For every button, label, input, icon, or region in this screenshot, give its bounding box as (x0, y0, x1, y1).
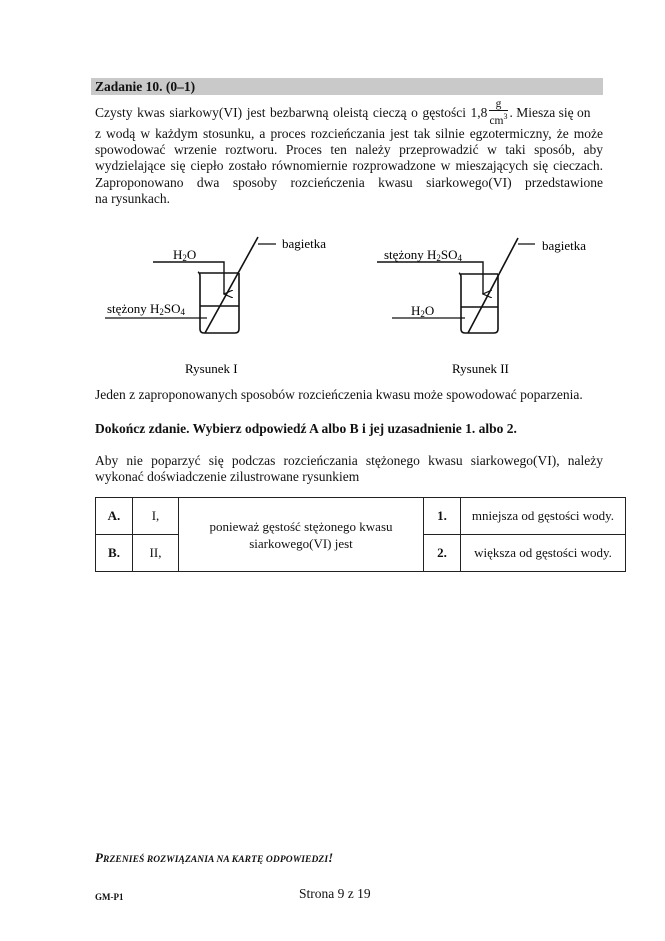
figure-2-beaker-diagram (377, 238, 586, 376)
figures-svg (0, 0, 665, 400)
table-row (96, 498, 626, 535)
reason-1-number[interactable]: 1. (424, 498, 461, 535)
page-number: Strona 9 z 19 (299, 886, 371, 901)
intro-text: Czysty kwas siarkowy(VI) jest bezbarwną oleistą cieczą o gęstości 1,8 (95, 104, 488, 120)
figure-1-caption: Rysunek I (185, 361, 238, 376)
statement: Jeden z zaproponowanych sposobów rozcieńczenia kwasu może spowodować poparzenia. (95, 387, 583, 402)
figure-1-beaker-diagram (105, 236, 326, 376)
intro-text-continued: . Miesza się on (509, 104, 591, 120)
exam-code: GM-P1 (95, 892, 124, 902)
question-line-1: Aby nie poparzyć się podczas rozcieńczania stężonego kwasu siarkowego(VI), należy (95, 453, 603, 468)
intro-line-2: z wodą w każdym stosunku, a proces rozcieńczania jest tak silnie egzotermiczny, że może (95, 126, 603, 141)
intro-line-3: spowodować wrzenie roztworu. Proces ten należy przeprowadzić w taki sposób, aby (95, 142, 603, 158)
note-smallcaps: RZENIEŚ ROZWIĄZANIA NA KARTĘ ODPOWIEDZI (103, 855, 329, 865)
unit-exponent: 3 (503, 112, 508, 122)
intro-line-5: Zaproponowano dwa sposoby rozcieńczenia kwasu siarkowego(VI) przedstawione (95, 174, 603, 190)
pour-arrow-icon (377, 262, 483, 294)
bottom-label-h2so4: stężony H2SO4 (107, 301, 185, 317)
pour-arrow-icon (153, 262, 224, 294)
reason-1-text[interactable]: mniejsza od gęstości wody. (461, 498, 626, 535)
justification-middle: ponieważ gęstość stężonego kwasu siarkowego(VI) jest (179, 498, 424, 572)
rod-label: bagietka (542, 238, 587, 253)
glass-rod (205, 237, 258, 333)
intro-line-4: wydzielające się ciepło zostało równomiernie rozprowadzone w mieszających się cieczach. (95, 158, 603, 174)
task-title: Zadanie 10. (0–1) (95, 79, 196, 94)
answer-table (95, 497, 626, 572)
option-a-letter[interactable]: A. (96, 498, 133, 535)
intro-line-6: na rysunkach. (95, 190, 170, 206)
note-exclamation: ! (328, 850, 334, 865)
note-initial: P (95, 850, 104, 865)
bottom-label-h2o: H2O (411, 303, 435, 319)
question (95, 453, 603, 485)
figure-2-caption: Rysunek II (452, 361, 509, 376)
option-a-value[interactable]: I, (133, 498, 179, 535)
rod-label: bagietka (282, 236, 327, 251)
glass-rod (468, 238, 518, 333)
transfer-answers-note (95, 850, 333, 866)
beaker-icon (459, 273, 498, 333)
question-line-2: wykonać doświadczenie zilustrowane rysunkiem (95, 469, 360, 485)
top-label-h2o: H2O (173, 247, 197, 263)
option-b-value[interactable]: II, (133, 535, 179, 572)
option-b-letter[interactable]: B. (96, 535, 133, 572)
top-label-h2so4: stężony H2SO4 (384, 247, 462, 263)
instruction: Dokończ zdanie. Wybierz odpowiedź A albo B i jej uzasadnienie 1. albo 2. (95, 421, 517, 436)
reason-2-text[interactable]: większa od gęstości wody. (461, 535, 626, 572)
reason-2-number[interactable]: 2. (424, 535, 461, 572)
unit-cm: cm (489, 114, 504, 127)
fraction-numerator: g (489, 99, 507, 111)
